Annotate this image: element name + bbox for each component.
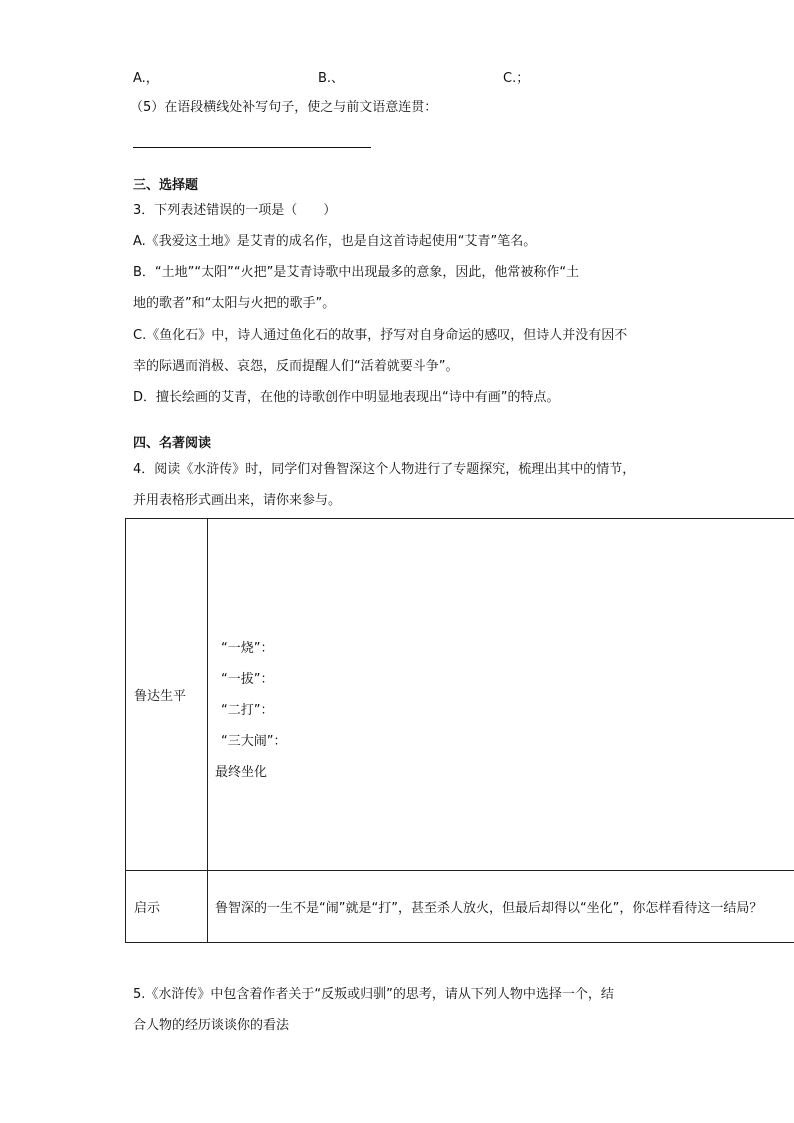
life-item-uproot: “一拔”：	[221, 672, 274, 687]
question-5-stem-line2: 合人物的经历谈谈你的看法	[133, 1018, 290, 1033]
subquestion-5-prompt: （5）在语段横线处补写句子，使之与前文语意连贯：	[130, 100, 438, 115]
row-label-life: 鲁达生平	[134, 689, 187, 704]
question-3-option-d: D．擅长绘画的艾青，在他的诗歌创作中明显地表现出“诗中有画”的特点。	[133, 390, 560, 405]
section-3-heading: 三、选择题	[133, 178, 199, 193]
lu-zhishen-table	[125, 518, 794, 943]
question-3-option-b-line2: 地的歌者”和“太阳与火把的歌手”。	[133, 296, 336, 311]
life-item-two-fights: “二打”：	[221, 703, 274, 718]
question-3-option-c-line2: 幸的际遇而消极、哀怨，反而提醒人们“活着就要斗争”。	[133, 359, 459, 374]
table-content-cell	[208, 519, 794, 871]
table-content-cell	[208, 871, 794, 943]
life-item-final: 最终坐化	[215, 765, 268, 780]
table-row	[126, 871, 794, 943]
table-row	[126, 519, 794, 871]
life-item-three-uproars: “三大闹”：	[221, 734, 287, 749]
option-a-label: A.，	[133, 71, 159, 86]
question-3-option-b-line1: B．“土地”“太阳”“火把”是艾青诗歌中出现最多的意象，因此，他常被称作“土	[133, 265, 580, 280]
life-item-burn: “一烧”：	[221, 641, 274, 656]
question-3-option-c-line1: C.《鱼化石》中，诗人通过鱼化石的故事，抒写对自身命运的感叹，但诗人并没有因不	[133, 328, 628, 343]
question-4-stem-line1: 4．阅读《水浒传》时，同学们对鲁智深这个人物进行了专题探究，梳理出其中的情节，	[133, 462, 636, 477]
section-4-heading: 四、名著阅读	[133, 436, 212, 451]
question-5-stem-line1: 5.《水浒传》中包含着作者关于“反叛或归驯”的思考，请从下列人物中选择一个，结	[133, 987, 614, 1002]
option-b-label: B.、	[318, 71, 345, 86]
answer-blank-line	[133, 147, 371, 148]
option-c-label: C.；	[503, 71, 530, 86]
table-label-cell	[126, 519, 208, 871]
question-3-stem: 3．下列表述错误的一项是（ ）	[133, 203, 337, 218]
row-label-insight: 启示	[134, 901, 161, 916]
question-3-option-a: A.《我爱这土地》是艾青的成名作，也是自这首诗起使用“艾青”笔名。	[133, 234, 537, 249]
insight-question-text: 鲁智深的一生不是“闹”就是“打”，甚至杀人放火，但最后却得以“坐化”，你怎样看待这一结局？	[215, 901, 763, 916]
table-label-cell	[126, 871, 208, 943]
question-4-stem-line2: 并用表格形式画出来，请你来参与。	[133, 493, 342, 508]
